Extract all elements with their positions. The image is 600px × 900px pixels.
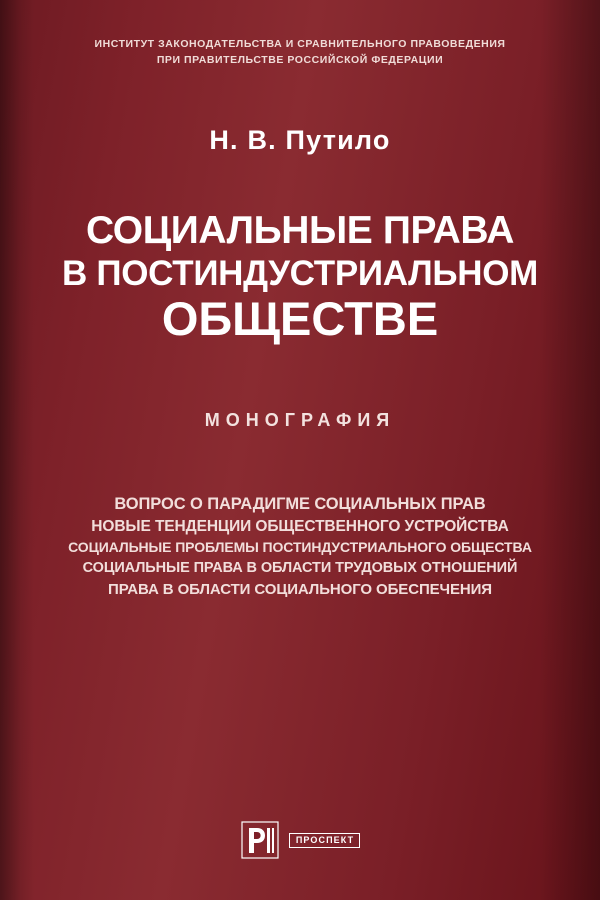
topic-item: СОЦИАЛЬНЫЕ ПРАВА В ОБЛАСТИ ТРУДОВЫХ ОТНОШЕНИЙ: [82, 560, 518, 577]
title-line-1: СОЦИАЛЬНЫЕ ПРАВА: [85, 208, 515, 252]
topic-item: ВОПРОС О ПАРАДИГМЕ СОЦИАЛЬНЫХ ПРАВ: [114, 494, 486, 513]
prospekt-logo-icon: [240, 820, 280, 860]
imprint-block: [0, 820, 600, 860]
author-name: Н. В. Путило: [209, 124, 391, 155]
cover-content: [0, 36, 600, 600]
topics-list: [48, 493, 552, 600]
topic-item: НОВЫЕ ТЕНДЕНЦИИ ОБЩЕСТВЕННОГО УСТРОЙСТВА: [91, 518, 509, 536]
publisher-line-2: ПРИ ПРАВИТЕЛЬСТВЕ РОССИЙСКОЙ ФЕДЕРАЦИИ: [156, 54, 444, 67]
title-line-3: ОБЩЕСТВЕ: [161, 291, 439, 345]
title-line-2: В ПОСТИНДУСТРИАЛЬНОМ: [61, 253, 539, 293]
topic-item: ПРАВА В ОБЛАСТИ СОЦИАЛЬНОГО ОБЕСПЕЧЕНИЯ: [108, 580, 492, 598]
topic-item: СОЦИАЛЬНЫЕ ПРОБЛЕМЫ ПОСТИНДУСТРИАЛЬНОГО ОБЩЕСТВА: [68, 539, 532, 556]
publisher-line-1: ИНСТИТУТ ЗАКОНОДАТЕЛЬСТВА И СРАВНИТЕЛЬНОГО ПРАВОВЕДЕНИЯ: [94, 38, 506, 50]
publisher-name: [48, 36, 552, 69]
book-title: [48, 210, 552, 344]
book-subtitle: МОНОГРАФИЯ: [204, 409, 396, 430]
imprint-label: ПРОСПЕКТ: [289, 833, 360, 848]
